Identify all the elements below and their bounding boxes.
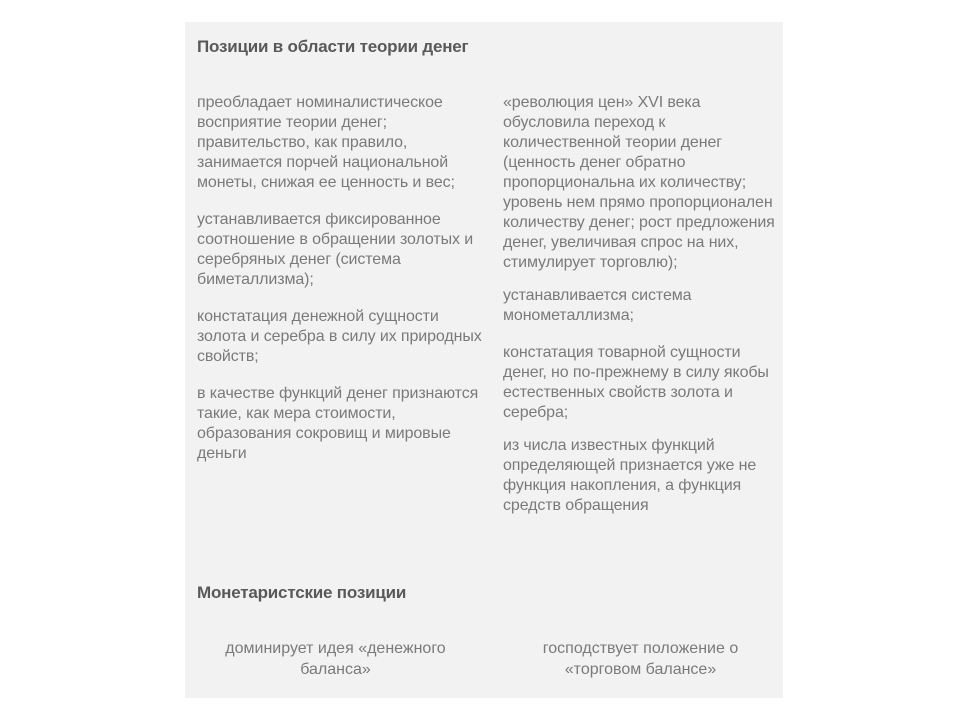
theory-right-column: [503, 93, 778, 533]
theory-right-item: устанавливается система монометаллизма;: [503, 287, 692, 324]
theory-right-item: из числа известных функций определяющей признается уже не функция накопления, а функция средств обращения: [503, 437, 757, 514]
theory-right-item: констатация товарной сущности денег, но по-прежнему в силу якобы естественных свойств золота и серебра;: [503, 344, 769, 421]
theory-right-item: «революция цен» XVI века обусловила переход к количественной теории денег (ценность денег обратно пропорциональна их количеству; уровень нем прямо пропорционален количеству денег; рост предложения денег, увеличивая спрос на них, стимулирует торговлю);: [503, 94, 775, 271]
theory-left-column: [197, 93, 487, 481]
monetarist-left-item: доминирует идея «денежного баланса»: [225, 640, 446, 678]
theory-left-item: устанавливается фиксированное соотношение в обращении золотых и серебряных денег (система биметаллизма);: [197, 211, 474, 288]
theory-left-item: констатация денежной сущности золота и серебра в силу их природных свойств;: [197, 308, 482, 365]
theory-left-item: преобладает номиналистическое восприятие теории денег; правительство, как правило, занимается порчей национальной монеты, снижая ее ценность и вес;: [197, 94, 455, 191]
theory-left-item: в качестве функций денег признаются такие, как мера стоимости, образования сокровищ и мировые деньги: [197, 385, 479, 462]
section-title-theory: Позиции в области теории денег: [197, 37, 469, 56]
monetarist-right-item: господствует положение о «торговом балансе»: [542, 640, 739, 678]
section-title-monetarist: Монетаристские позиции: [197, 583, 407, 602]
